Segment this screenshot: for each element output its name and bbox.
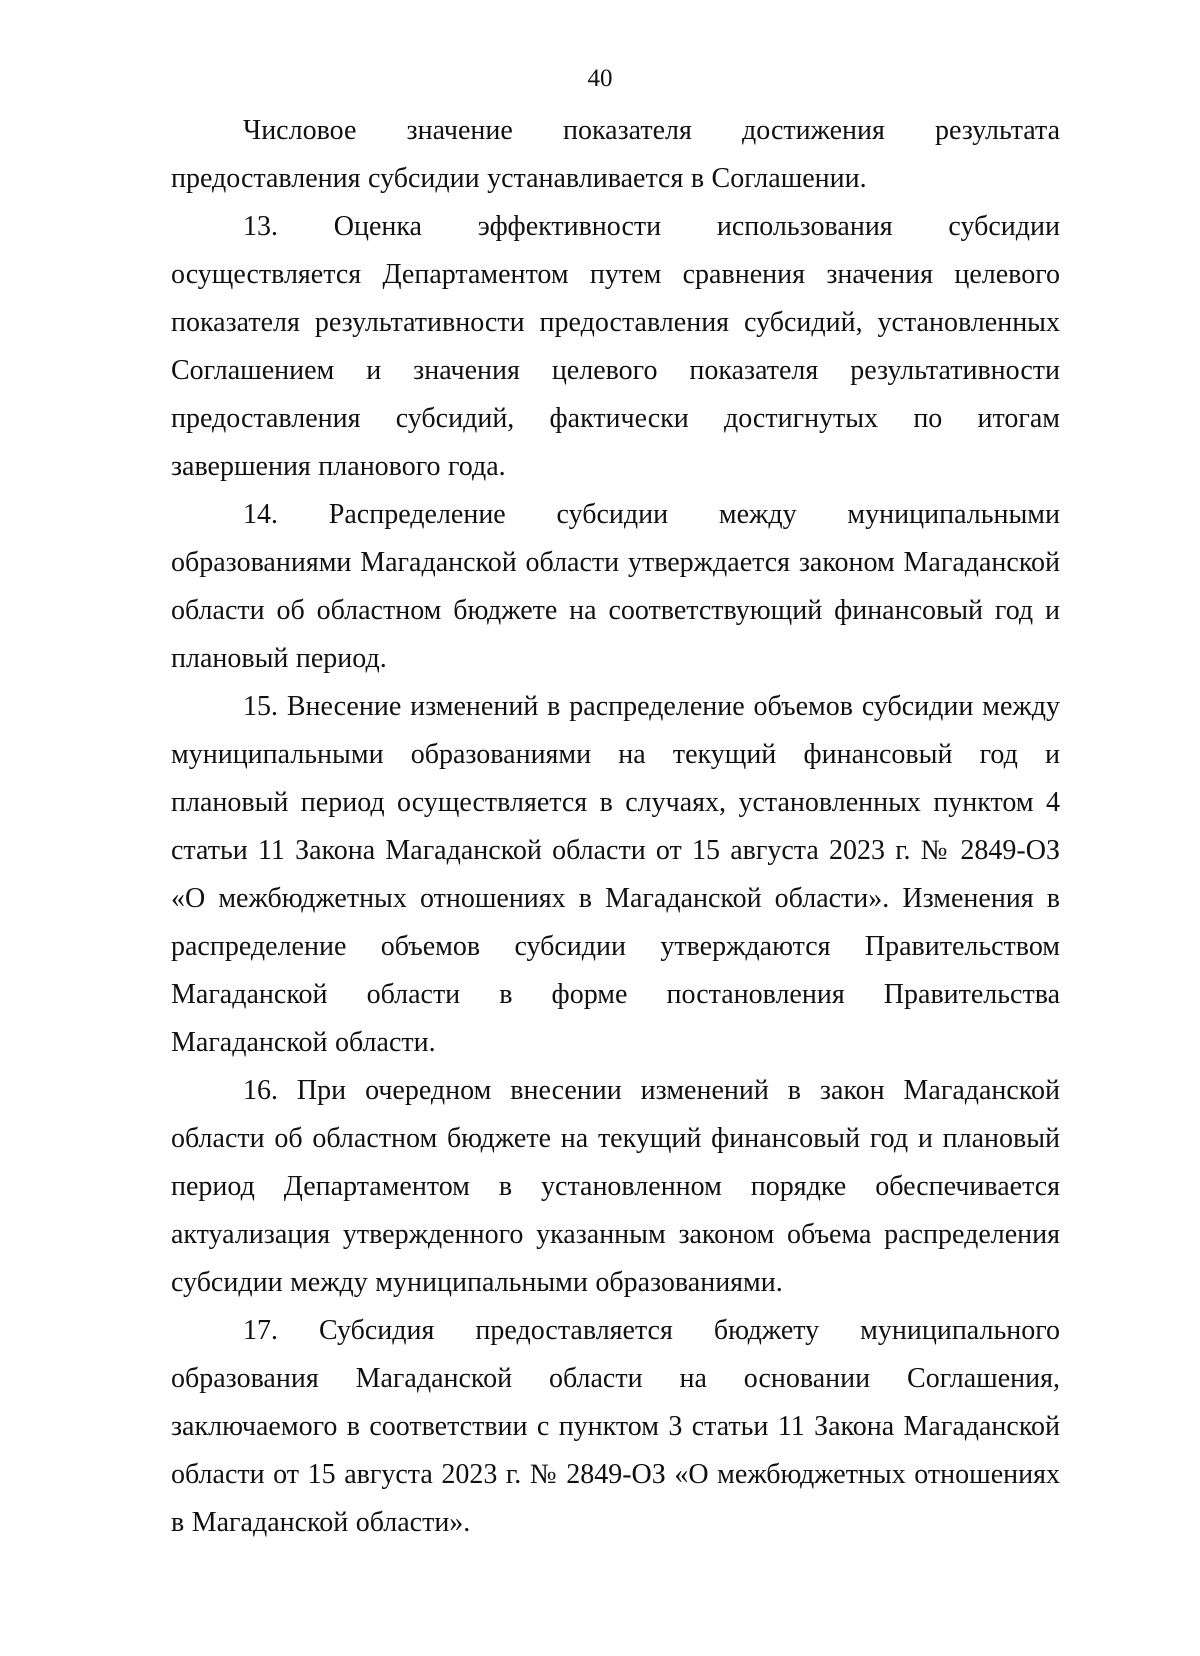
paragraph-indicator-value: Числовое значение показателя достижения результата предоставления субсидии устанавливается в Соглашении. [171,115,1060,194]
page-number: 40 [587,65,613,92]
paragraph-15-distribution-changes: 15. Внесение изменений в распределение объемов субсидии между муниципальными образованиями на текущий финансовый год и плановый период осуществляется в случаях, установленных пунктом 4 статьи 11 Закона Магаданской области от 15 августа 2023 г. № 2849-ОЗ «О межбюджетных отношениях в Магаданской области». Изменения в распределение объемов субсидии утверждаются Правительством Магаданской области в форме постановления Правительства Магаданской области. [171,691,1060,1058]
paragraph-17-subsidy-provision: 17. Субсидия предоставляется бюджету муниципального образования Магаданской области на основании Соглашения, заключаемого в соответствии с пунктом 3 статьи 11 Закона Магаданской области от 15 августа 2023 г. № 2849-ОЗ «О межбюджетных отношениях в Магаданской области». [171,1315,1060,1538]
paragraph-16-law-amendments: 16. При очередном внесении изменений в закон Магаданской области об областном бюджете на текущий финансовый год и плановый период Департаментом в установленном порядке обеспечивается актуализация утвержденного указанным законом объема распределения субсидии между муниципальными образованиями. [171,1075,1060,1298]
paragraph-14-subsidy-distribution: 14. Распределение субсидии между муниципальными образованиями Магаданской области утверждается законом Магаданской области об областном бюджете на соответствующий финансовый год и плановый период. [171,499,1060,674]
paragraph-13-efficiency-assessment: 13. Оценка эффективности использования субсидии осуществляется Департаментом путем сравнения значения целевого показателя результативности предоставления субсидий, установленных Соглашением и значения целевого показателя результативности предоставления субсидий, фактически достигнутых по итогам завершения планового года. [171,211,1060,482]
document-body [171,107,1060,1547]
